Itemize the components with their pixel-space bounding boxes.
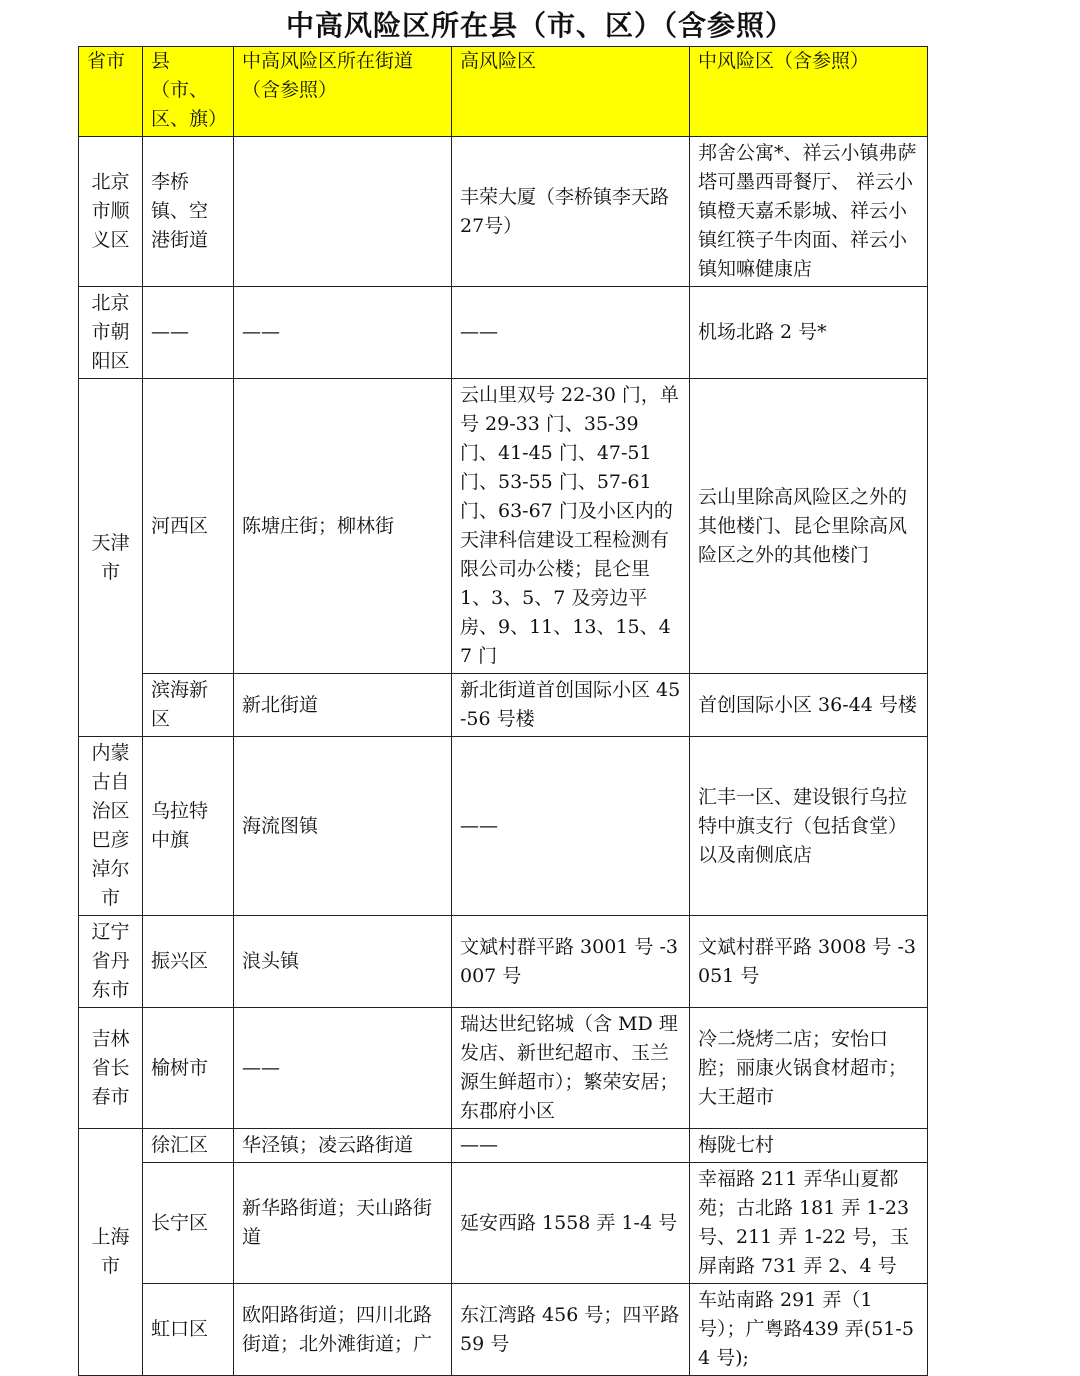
cell-mid-risk: 机场北路 2 号* [690,287,928,379]
cell-high-risk: 瑞达世纪铭城（含 MD 理发店、新世纪超市、玉兰源生鲜超市）；繁荣安居；东郡府小区 [452,1008,690,1129]
cell-mid-risk: 汇丰一区、建设银行乌拉特中旗支行（包括食堂）以及南侧底店 [690,737,928,916]
cell-province: 天津市 [79,379,143,737]
cell-province: 北京市顺义区 [79,137,143,287]
cell-mid-risk: 梅陇七村 [690,1129,928,1163]
table-row [79,379,928,674]
cell-street: 浪头镇 [234,916,452,1008]
cell-province: 内蒙古自治区巴彦淖尔市 [79,737,143,916]
cell-mid-risk: 幸福路 211 弄华山夏都苑；古北路 181 弄 1-23 号、211 弄 1-22 号，玉屏南路 731 弄 2、4 号 [690,1163,928,1284]
cell-street: 海流图镇 [234,737,452,916]
cell-province: 辽宁省丹东市 [79,916,143,1008]
cell-high-risk: 丰荣大厦（李桥镇李天路27号） [452,137,690,287]
header-street: 中高风险区所在街道（含参照） [234,47,452,137]
cell-mid-risk: 文斌村群平路 3008 号 -3051 号 [690,916,928,1008]
cell-street: —— [234,287,452,379]
cell-province: 上海市 [79,1129,143,1376]
cell-county: 徐汇区 [143,1129,234,1163]
cell-high-risk: 东江湾路 456 号；四平路 59 号 [452,1284,690,1376]
header-county: 县（市、区、旗） [143,47,234,137]
cell-street: —— [234,1008,452,1129]
cell-street: 陈塘庄街；柳林街 [234,379,452,674]
table-row [79,674,928,737]
table-row [79,137,928,287]
cell-county: 滨海新区 [143,674,234,737]
table-row [79,1284,928,1376]
cell-street: 新北街道 [234,674,452,737]
cell-street: 欧阳路街道；四川北路街道；北外滩街道；广 [234,1284,452,1376]
cell-high-risk: 延安西路 1558 弄 1-4 号 [452,1163,690,1284]
table-row [79,916,928,1008]
cell-high-risk: —— [452,1129,690,1163]
header-province: 省市 [79,47,143,137]
cell-county: 河西区 [143,379,234,674]
table-row [79,1163,928,1284]
cell-high-risk: 新北街道首创国际小区 45-56 号楼 [452,674,690,737]
table-row [79,1129,928,1163]
cell-county: 虹口区 [143,1284,234,1376]
cell-county: 长宁区 [143,1163,234,1284]
table-row [79,287,928,379]
cell-county: 振兴区 [143,916,234,1008]
cell-county: 榆树市 [143,1008,234,1129]
cell-high-risk: —— [452,737,690,916]
cell-county: —— [143,287,234,379]
cell-high-risk: 云山里双号 22-30 门，单号 29-33 门、35-39 门、41-45 门、47-51 门、53-55 门、57-61 门、63-67 门及小区内的天津科信建设工程检测有限公司办公楼；昆仑里 1、3、5、7 及旁边平房、9、11、13、15、47 门 [452,379,690,674]
cell-county: 李桥镇、空港街道 [143,137,234,287]
cell-mid-risk: 邦舍公寓*、祥云小镇弗萨塔可墨西哥餐厅、 祥云小镇橙天嘉禾影城、祥云小镇红筷子牛肉面、祥云小镇知嘛健康店 [690,137,928,287]
table-row [79,737,928,916]
cell-mid-risk: 冷二烧烤二店；安怡口腔；丽康火锅食材超市；大王超市 [690,1008,928,1129]
header-mid-risk: 中风险区（含参照） [690,47,928,137]
cell-province: 北京市朝阳区 [79,287,143,379]
cell-street: 华泾镇；凌云路街道 [234,1129,452,1163]
table-row [79,1008,928,1129]
cell-province: 吉林省长春市 [79,1008,143,1129]
cell-mid-risk: 云山里除高风险区之外的其他楼门、昆仑里除高风险区之外的其他楼门 [690,379,928,674]
risk-area-table [78,46,928,1376]
cell-street: 新华路街道；天山路街道 [234,1163,452,1284]
header-high-risk: 高风险区 [452,47,690,137]
cell-mid-risk: 车站南路 291 弄（1 号）；广粤路439 弄(51-54 号); [690,1284,928,1376]
cell-high-risk: —— [452,287,690,379]
cell-street [234,137,452,287]
cell-high-risk: 文斌村群平路 3001 号 -3007 号 [452,916,690,1008]
header-row [79,47,928,137]
cell-mid-risk: 首创国际小区 36-44 号楼 [690,674,928,737]
cell-county: 乌拉特中旗 [143,737,234,916]
page-title: 中高风险区所在县（市、区）（含参照） [285,9,794,42]
